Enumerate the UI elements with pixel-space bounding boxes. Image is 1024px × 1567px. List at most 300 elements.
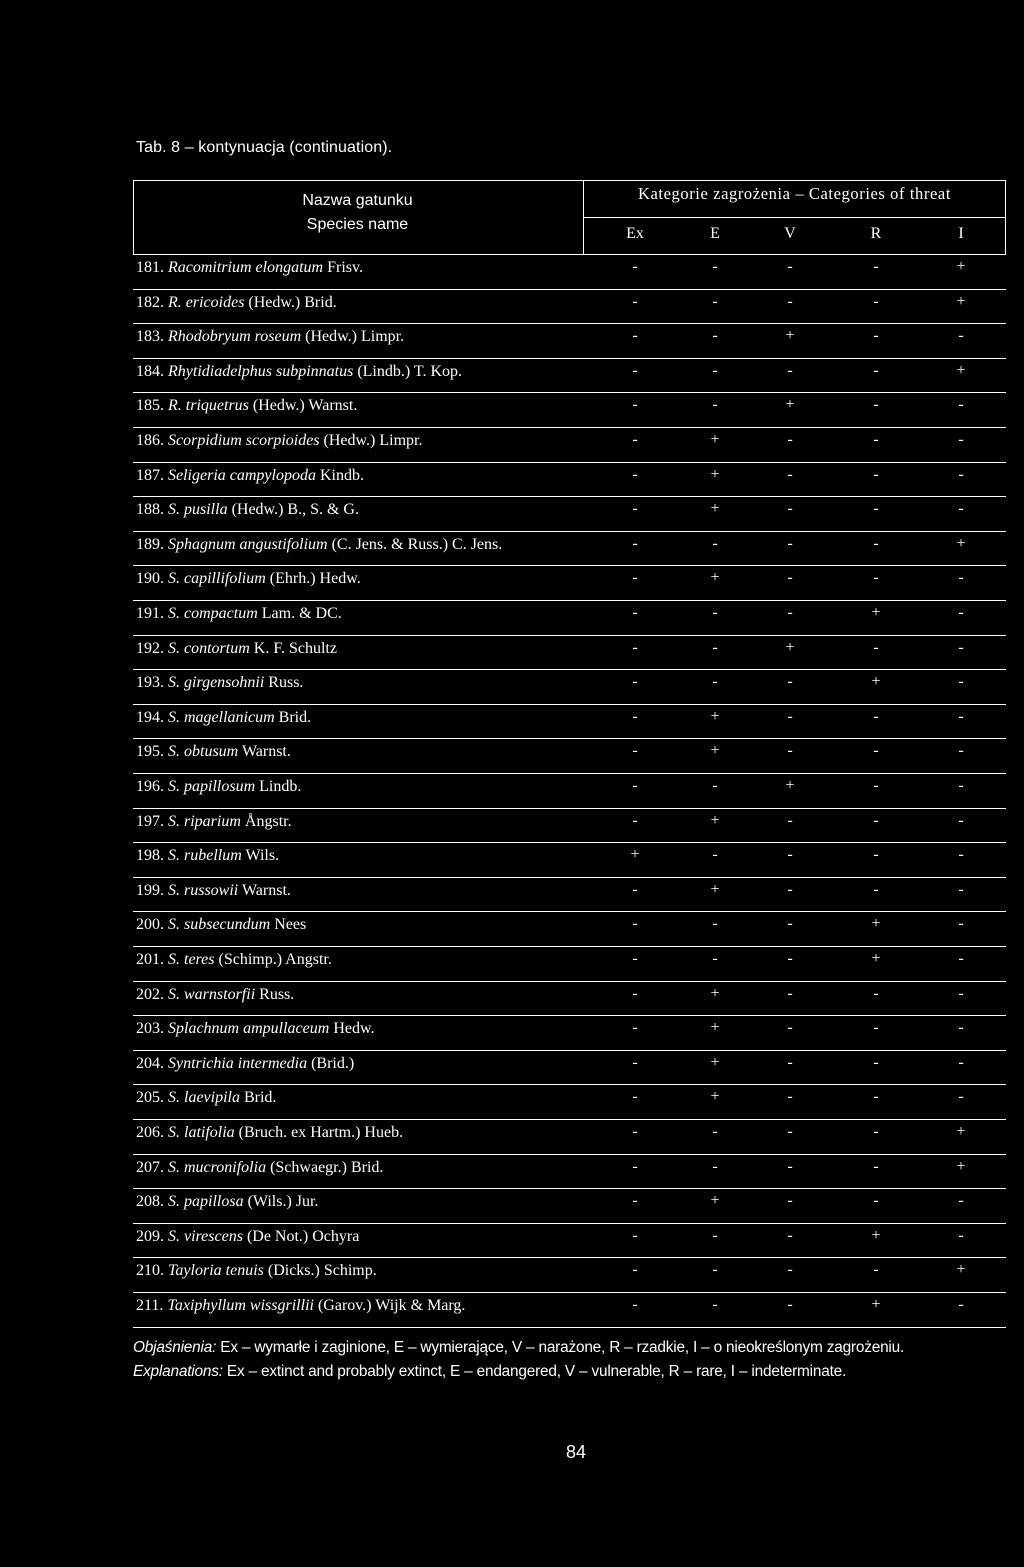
cell-ex: - [632,638,638,656]
species-author: Russ. [264,674,304,692]
species-number: 209. [136,1227,168,1245]
header-code-i: I [958,225,964,242]
column-separator-line [583,180,584,254]
table-row [133,669,1006,701]
cell-e: - [712,1123,718,1140]
species-number: 189. [136,535,168,553]
cell-e: + [710,569,720,587]
cell-r: - [873,984,879,1002]
cell-r: - [873,327,879,345]
species-name [136,1193,318,1211]
cell-r: - [873,1123,879,1140]
row-divider-line [133,1154,1006,1155]
cell-r: - [873,846,879,864]
cell-i: - [958,673,964,691]
row-divider-line [133,738,1006,739]
table-row [133,1154,1006,1186]
cell-i: - [958,1019,964,1037]
cell-i: - [958,638,964,656]
species-name [136,916,306,934]
cell-v: + [785,327,795,345]
cell-i: - [958,707,964,725]
cell-v: - [787,1157,793,1175]
cell-ex: - [632,950,638,967]
cell-ex: - [632,327,638,345]
table-row [133,704,1006,736]
species-latin-name: Splachnum ampullaceum [168,1020,330,1038]
species-number: 205. [136,1089,168,1107]
species-number: 197. [136,812,168,830]
species-name [136,363,462,381]
species-name [136,813,292,831]
cell-e: + [710,1088,720,1106]
cell-i: - [958,811,964,829]
table-row [133,392,1006,424]
cell-e: - [712,534,718,552]
header-code-v: V [784,225,796,242]
cell-i: - [958,1226,964,1244]
table-row [133,773,1006,805]
species-latin-name: S. mucronifolia [168,1158,267,1176]
table-row [133,1050,1006,1082]
species-author: (Ehrh.) Hedw. [265,570,361,588]
species-author: (Hedw.) Brid. [244,293,337,311]
cell-i: - [958,742,964,760]
cell-ex: - [632,673,638,691]
species-name [136,570,361,588]
species-number: 201. [136,951,168,968]
cell-r: - [873,396,879,414]
species-author: (Dicks.) Schimp. [263,1262,377,1280]
cell-e: - [712,361,718,379]
species-number: 193. [136,674,168,692]
species-author: Brid. [274,708,312,726]
species-number: 202. [136,985,168,1003]
cell-v: - [787,1019,793,1037]
legend-en-text: Ex – extinct and probably extinct, E – endangered, V – vulnerable, R – rare, I – indeterminate. [222,1363,847,1380]
row-divider-line [133,911,1006,912]
cell-e: + [710,500,720,518]
species-latin-name: Scorpidium scorpioides [168,432,320,449]
cell-e: + [710,742,720,760]
species-latin-name: S. warnstorfii [168,985,256,1003]
row-divider-line [133,1015,1006,1016]
cell-v: - [787,500,793,518]
cell-r: - [873,534,879,552]
cell-v: - [787,846,793,864]
species-number: 210. [136,1262,168,1280]
species-latin-name: Taxiphyllum wissgrillii [167,1297,314,1314]
table-left-border [133,180,134,254]
cell-ex: - [632,569,638,587]
row-divider-line [133,877,1006,878]
species-name [136,1055,354,1073]
species-number: 186. [136,432,168,449]
cell-i: - [958,1053,964,1071]
cell-r: - [873,707,879,725]
cell-v: - [787,1123,793,1140]
header-categories: Kategorie zagrożenia – Categories of threat [637,184,952,203]
cell-e: + [710,1192,720,1210]
table-row [133,877,1006,909]
cell-ex: - [632,777,638,794]
species-latin-name: R. ericoides [168,293,245,311]
cell-v: - [787,915,793,933]
cell-e: + [710,984,720,1002]
cell-ex: - [632,1261,638,1279]
cell-i: - [958,569,964,587]
cell-r: - [873,638,879,656]
cell-i: + [956,1157,966,1175]
row-divider-line [133,289,1006,290]
cell-r: + [871,1296,881,1313]
species-name [136,294,337,312]
species-number: 207. [136,1158,168,1176]
cell-v: - [787,1088,793,1106]
species-author: K. F. Schultz [249,639,337,657]
table-row [133,289,1006,321]
threat-table [133,180,1006,1328]
cell-v: - [787,1192,793,1210]
cell-v: - [787,604,793,621]
cell-r: + [871,950,881,967]
table-row [133,981,1006,1013]
species-author: Wils. [241,847,280,865]
cell-r: - [873,742,879,760]
species-author: (Schimp.) Angstr. [214,951,332,968]
table-row [133,565,1006,597]
table-top-border [133,180,1006,181]
species-latin-name: S. capillifolium [168,570,266,588]
header-code-r: R [870,225,882,242]
species-name [136,1089,276,1107]
species-author: Lam. & DC. [257,605,342,622]
species-author: (Schwaegr.) Brid. [266,1158,384,1176]
species-author: Brid. [239,1089,277,1107]
species-name [136,605,342,623]
table-row [133,462,1006,494]
species-number: 192. [136,639,168,657]
species-number: 181. [136,259,168,276]
table-row [133,1015,1006,1047]
species-author: Russ. [255,985,295,1003]
row-divider-line [133,1050,1006,1051]
cell-e: + [710,465,720,483]
cell-v: - [787,880,793,898]
species-latin-name: S. russowii [168,881,239,899]
legend-en-label: Explanations: [133,1363,223,1380]
cell-e: - [712,1157,718,1175]
cell-e: + [710,431,720,448]
table-right-border [1005,180,1006,254]
cell-e: - [712,292,718,310]
cell-r: - [873,880,879,898]
species-name [136,951,332,969]
cell-r: - [873,1261,879,1279]
cell-i: - [958,915,964,933]
cell-r: - [873,361,879,379]
species-latin-name: S. laevipila [168,1089,240,1107]
legend-pl-text: Ex – wymarłe i zaginione, E – wymierające, V – narażone, R – rzadkie, I – o nieokreślonym zagrożeniu. [216,1339,905,1356]
cell-i: + [956,534,966,552]
species-author: (Wils.) Jur. [243,1193,319,1211]
header-code-e: E [710,225,720,242]
species-name [136,501,359,519]
cell-e: - [712,396,718,414]
species-author: Lindb. [255,778,302,795]
species-name [136,986,294,1004]
cell-e: + [710,811,720,829]
legend-en [133,1363,846,1381]
cell-r: - [873,1053,879,1071]
table-row [133,808,1006,840]
table-row [133,427,1006,459]
species-number: 185. [136,397,168,415]
table-row [133,1257,1006,1289]
species-latin-name: Racomitrium elongatum [168,259,324,276]
species-latin-name: S. obtusum [168,743,239,761]
species-author: Warnst. [238,743,291,761]
row-divider-line [133,1188,1006,1189]
species-name [136,674,303,692]
species-author: (Bruch. ex Hartm.) Hueb. [234,1124,404,1141]
species-number: 200. [136,916,168,934]
cell-v: + [785,638,795,656]
species-number: 190. [136,570,168,588]
species-author: (C. Jens. & Russ.) C. Jens. [327,535,503,553]
cell-r: - [873,1019,879,1037]
cell-ex: - [632,258,638,275]
cell-r: - [873,1192,879,1210]
species-author: Warnst. [238,881,291,899]
cell-v: - [787,950,793,967]
species-latin-name: R. triquetrus [168,397,249,415]
cell-e: - [712,846,718,864]
cell-i: - [958,950,964,967]
cell-i: + [956,1261,966,1279]
species-name [136,1262,377,1280]
cell-ex: + [630,846,640,864]
cell-r: - [873,431,879,448]
cell-e: + [710,1019,720,1037]
species-number: 206. [136,1124,168,1141]
species-latin-name: Syntrichia intermedia [168,1054,308,1072]
species-number: 183. [136,328,168,346]
species-name [136,640,337,658]
species-number: 196. [136,778,168,795]
species-latin-name: S. latifolia [168,1124,235,1141]
table-row [133,842,1006,874]
table-row [133,254,1006,286]
table-row [133,1119,1006,1151]
cell-v: - [787,742,793,760]
table-row [133,496,1006,528]
row-divider-line [133,773,1006,774]
row-divider-line [133,1257,1006,1258]
species-number: 194. [136,708,168,726]
cell-e: - [712,258,718,275]
cell-i: - [958,1088,964,1106]
species-name [136,882,291,900]
cell-ex: - [632,1123,638,1140]
cell-r: - [873,500,879,518]
species-name [136,709,311,727]
cell-v: - [787,431,793,448]
table-row [133,1223,1006,1255]
species-author: (De Not.) Ochyra [242,1227,360,1245]
species-number: 195. [136,743,168,761]
cell-ex: - [632,984,638,1002]
cell-i: - [958,880,964,898]
species-number: 199. [136,881,168,899]
species-latin-name: S. contortum [168,639,250,657]
cell-e: - [712,1226,718,1244]
header-divider-line [583,217,1006,218]
cell-r: + [871,673,881,691]
row-divider-line [133,808,1006,809]
species-latin-name: Rhytidiadelphus subpinnatus [168,362,354,380]
species-number: 188. [136,501,168,519]
cell-v: - [787,258,793,275]
row-divider-line [133,496,1006,497]
cell-r: - [873,569,879,587]
cell-ex: - [632,465,638,483]
species-name [136,1159,383,1177]
cell-v: - [787,707,793,725]
species-latin-name: S. subsecundum [168,916,271,934]
table-row [133,738,1006,770]
species-latin-name: S. pusilla [168,501,228,519]
row-divider-line [133,1223,1006,1224]
species-latin-name: S. papillosa [168,1193,244,1211]
cell-i: - [958,846,964,864]
cell-e: - [712,604,718,621]
species-name [136,1297,465,1315]
species-name [136,328,404,346]
cell-i: - [958,1296,964,1313]
header-name-en: Species name [306,216,409,233]
row-divider-line [133,704,1006,705]
cell-e: - [712,638,718,656]
species-number: 182. [136,293,168,311]
cell-v: - [787,292,793,310]
cell-i: - [958,431,964,448]
cell-e: + [710,880,720,898]
cell-i: + [956,258,966,275]
cell-i: + [956,1123,966,1140]
legend-pl [133,1339,904,1357]
table-row [133,1084,1006,1116]
species-author: (Hedw.) Warnst. [248,397,358,415]
species-latin-name: Seligeria campylopoda [168,466,316,484]
species-name [136,432,422,450]
species-latin-name: S. compactum [168,605,258,622]
table-row [133,635,1006,667]
header-code-ex: Ex [626,225,644,242]
cell-ex: - [632,915,638,933]
cell-e: - [712,1296,718,1313]
table-row [133,323,1006,355]
species-author: Frisv. [323,259,363,276]
cell-v: - [787,1261,793,1279]
row-divider-line [133,635,1006,636]
species-latin-name: Sphagnum angustifolium [168,535,328,553]
cell-e: + [710,1053,720,1071]
cell-v: - [787,465,793,483]
cell-v: - [787,984,793,1002]
cell-ex: - [632,292,638,310]
species-author: Nees [270,916,307,934]
species-latin-name: S. teres [168,951,215,968]
table-bottom-border [133,1327,1006,1328]
cell-i: + [956,361,966,379]
species-author: (Hedw.) B., S. & G. [227,501,359,519]
page-number: 84 [566,1442,587,1462]
cell-ex: - [632,1226,638,1244]
cell-ex: - [632,534,638,552]
species-name [136,1228,359,1246]
cell-ex: - [632,500,638,518]
row-divider-line [133,427,1006,428]
cell-ex: - [632,1157,638,1175]
cell-i: - [958,604,964,621]
cell-i: - [958,777,964,794]
row-divider-line [133,1119,1006,1120]
species-latin-name: Rhodobryum roseum [168,328,302,346]
species-number: 203. [136,1020,168,1038]
species-name [136,743,291,761]
cell-v: - [787,1226,793,1244]
row-divider-line [133,392,1006,393]
species-latin-name: Tayloria tenuis [168,1262,264,1280]
species-name [136,847,279,865]
cell-i: - [958,1192,964,1210]
cell-r: - [873,258,879,275]
cell-r: - [873,1157,879,1175]
species-name [136,1124,403,1142]
cell-ex: - [632,604,638,621]
species-name [136,1020,374,1038]
species-number: 184. [136,362,168,380]
species-name [136,778,301,796]
row-divider-line [133,600,1006,601]
cell-v: - [787,811,793,829]
cell-ex: - [632,361,638,379]
row-divider-line [133,462,1006,463]
species-name [136,536,502,554]
cell-v: - [787,673,793,691]
species-name [136,259,363,277]
legend-pl-label: Objaśnienia: [133,1339,217,1356]
species-number: 198. [136,847,168,865]
cell-ex: - [632,1088,638,1106]
cell-v: + [785,777,795,794]
cell-v: - [787,1053,793,1071]
cell-e: - [712,950,718,967]
species-latin-name: S. magellanicum [168,708,275,726]
row-divider-line [133,842,1006,843]
species-author: (Lindb.) T. Kop. [353,362,463,380]
species-author: (Brid.) [307,1054,355,1072]
cell-i: - [958,500,964,518]
cell-i: - [958,327,964,345]
row-divider-line [133,946,1006,947]
row-divider-line [133,1292,1006,1293]
cell-ex: - [632,880,638,898]
table-row [133,911,1006,943]
cell-r: + [871,915,881,933]
cell-e: - [712,1261,718,1279]
